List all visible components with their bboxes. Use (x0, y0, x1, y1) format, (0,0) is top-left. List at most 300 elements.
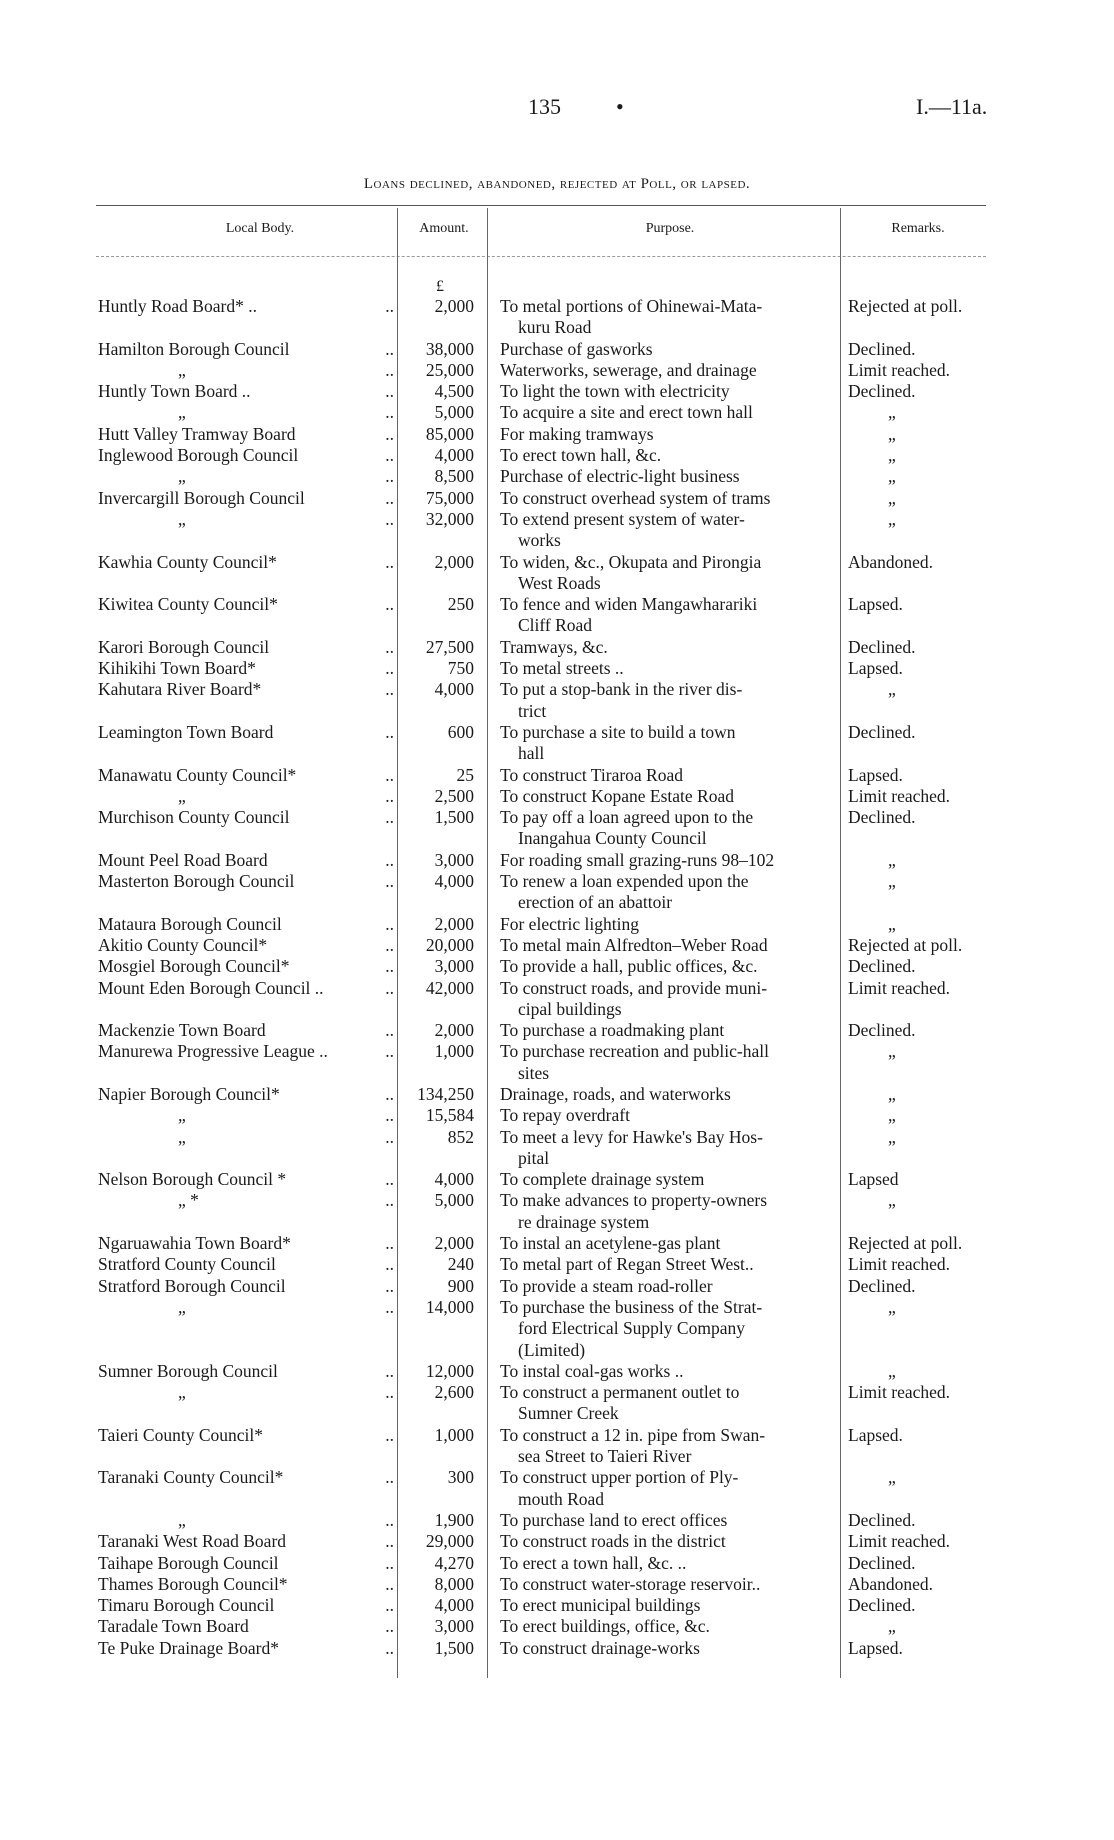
remarks-cell: Lapsed. (848, 594, 903, 615)
leader-dots: .. (381, 1254, 394, 1275)
leader-dots: .. (381, 296, 394, 317)
amount-cell: 852 (447, 1126, 474, 1147)
table-row (0, 978, 1114, 1021)
local-body-cell: Stratford Borough Council .. (98, 1275, 394, 1296)
purpose-cell (500, 1233, 838, 1254)
amount-cell: 600 (447, 721, 474, 742)
leader-dots: .. (381, 807, 394, 828)
local-body-cell: Karori Borough Council .. (98, 636, 394, 657)
table-title: Loans declined, abandoned, rejected at Poll, or lapsed. (363, 176, 751, 192)
remarks-cell: „ (888, 1126, 896, 1147)
amount-cell: 4,000 (434, 1169, 474, 1190)
table-row (0, 1616, 1114, 1637)
purpose-line: To provide a hall, public offices, &c. (500, 956, 758, 977)
purpose-line: To metal part of Regan Street West.. (500, 1254, 754, 1275)
purpose-line: To complete drainage system (500, 1169, 705, 1190)
amount-cell: 8,500 (434, 466, 474, 487)
leader-dots: .. (381, 722, 394, 743)
purpose-cell (500, 679, 838, 722)
table-row (0, 1276, 1114, 1297)
purpose-cell (500, 1276, 838, 1297)
leader-dots: .. (381, 1020, 394, 1041)
local-body-cell: Mosgiel Borough Council* .. (98, 956, 394, 977)
leader-dots: .. (381, 1127, 394, 1148)
table-row (0, 339, 1114, 360)
purpose-cell (500, 637, 838, 658)
purpose-line: To metal streets .. (500, 658, 624, 679)
purpose-cell (500, 956, 838, 977)
amount-cell: 4,000 (434, 1595, 474, 1616)
amount-cell: 750 (447, 658, 474, 679)
local-body-cell: „ * .. (178, 1190, 394, 1211)
remarks-cell: Rejected at poll. (848, 296, 963, 316)
table-row (0, 1105, 1114, 1126)
purpose-line: To erect a town hall, &c. .. (500, 1552, 687, 1573)
leader-dots: .. (381, 1425, 394, 1446)
local-body-cell: Mount Eden Borough Council .. .. (98, 977, 394, 998)
purpose-line: To construct roads in the district (500, 1531, 726, 1552)
amount-cell: 14,000 (425, 1296, 474, 1317)
leader-dots: .. (381, 488, 394, 509)
remarks-cell: Declined. (848, 636, 916, 657)
purpose-line: To erect buildings, office, &c. (500, 1616, 710, 1637)
remarks-cell: Declined. (848, 1595, 916, 1616)
leader-dots: .. (381, 1553, 394, 1574)
amount-cell: 240 (447, 1254, 474, 1275)
purpose-line: To construct drainage-works (500, 1637, 700, 1658)
purpose-line: To purchase land to erect offices (500, 1509, 728, 1530)
purpose-cell (500, 871, 838, 914)
purpose-line: To construct roads, and provide muni- (500, 977, 768, 998)
local-body-cell: Mataura Borough Council .. (98, 913, 394, 934)
purpose-cell (500, 1510, 838, 1531)
remarks-cell: Limit reached. (848, 1531, 951, 1552)
purpose-line: ford Electrical Supply Company (518, 1318, 745, 1339)
amount-cell: 1,000 (434, 1041, 474, 1062)
leader-dots: .. (381, 786, 394, 807)
remarks-cell: „ (888, 1467, 896, 1488)
local-body-cell: Taranaki West Road Board .. (98, 1531, 394, 1552)
leader-dots: .. (381, 1595, 394, 1616)
leader-dots: .. (381, 424, 394, 445)
amount-cell: 2,600 (434, 1382, 474, 1403)
purpose-cell (500, 1531, 838, 1552)
leader-dots: .. (381, 509, 394, 530)
local-body-cell: Hutt Valley Tramway Board .. (98, 423, 394, 444)
local-body-cell: Taieri County Council* .. (98, 1424, 394, 1445)
amount-cell: 2,000 (434, 551, 474, 572)
purpose-line: Purchase of electric-light business (500, 466, 740, 487)
purpose-line: Drainage, roads, and waterworks (500, 1083, 731, 1104)
purpose-line: To light the town with electricity (500, 381, 730, 402)
header-marker: • (616, 94, 624, 119)
top-rule (96, 205, 986, 206)
leader-dots: .. (381, 1169, 394, 1190)
leader-dots: .. (381, 978, 394, 999)
purpose-line: To instal an acetylene-gas plant (500, 1233, 721, 1254)
table-row (0, 360, 1114, 381)
purpose-line: To erect town hall, &c. (500, 445, 662, 466)
amount-cell: 85,000 (425, 423, 474, 444)
table-row (0, 1553, 1114, 1574)
table-row (0, 445, 1114, 466)
purpose-line: To make advances to property-owners (500, 1190, 768, 1211)
amount-cell: 27,500 (425, 636, 474, 657)
purpose-line: Cliff Road (518, 615, 593, 636)
purpose-line: To construct a 12 in. pipe from Swan- (500, 1424, 766, 1445)
local-body-cell: Ngaruawahia Town Board* .. (98, 1233, 394, 1254)
purpose-cell (500, 488, 838, 509)
table-row (0, 956, 1114, 977)
column-header-remarks: Remarks. (891, 221, 945, 236)
remarks-cell: Rejected at poll. (848, 934, 963, 955)
local-body-cell: „ .. (178, 1105, 394, 1126)
amount-cell: 4,270 (434, 1552, 474, 1573)
purpose-line: To meet a levy for Hawke's Bay Hos- (500, 1126, 763, 1147)
purpose-cell (500, 381, 838, 402)
purpose-cell (500, 424, 838, 445)
purpose-line: Sumner Creek (518, 1403, 619, 1424)
remarks-cell: Lapsed. (848, 658, 903, 679)
purpose-cell (500, 1190, 838, 1233)
amount-cell: 3,000 (434, 1616, 474, 1637)
amount-cell: 5,000 (434, 1190, 474, 1211)
purpose-cell (500, 445, 838, 466)
purpose-cell (500, 1361, 838, 1382)
purpose-line: To construct Tiraroa Road (500, 764, 683, 785)
purpose-line: To fence and widen Mangawharariki (500, 594, 758, 615)
remarks-cell: „ (888, 1041, 896, 1062)
amount-cell: 900 (447, 1275, 474, 1296)
table-row (0, 679, 1114, 722)
amount-cell: 20,000 (425, 934, 474, 955)
remarks-cell: „ (888, 1190, 896, 1211)
purpose-cell (500, 1084, 838, 1105)
leader-dots: .. (381, 466, 394, 487)
remarks-cell: „ (888, 423, 896, 444)
purpose-line: sea Street to Taieri River (518, 1446, 692, 1467)
table-row (0, 807, 1114, 850)
purpose-cell (500, 466, 838, 487)
amount-cell: 12,000 (425, 1360, 474, 1381)
amount-cell: 250 (447, 594, 474, 615)
local-body-cell: Kiwitea County Council* .. (98, 594, 394, 615)
leader-dots: .. (381, 360, 394, 381)
leader-dots: .. (381, 1276, 394, 1297)
leader-dots: .. (381, 1382, 394, 1403)
leader-dots: .. (381, 871, 394, 892)
remarks-cell: Limit reached. (848, 1382, 951, 1403)
remarks-cell: Lapsed. (848, 1424, 903, 1445)
table-row (0, 722, 1114, 765)
local-body-cell: Mackenzie Town Board .. (98, 1020, 394, 1041)
remarks-cell: Abandoned. (848, 551, 934, 572)
table-row (0, 1127, 1114, 1170)
purpose-cell (500, 1574, 838, 1595)
purpose-line: (Limited) (518, 1339, 586, 1360)
table-row (0, 658, 1114, 679)
table-row (0, 509, 1114, 552)
purpose-line: erection of an abattoir (518, 892, 673, 913)
purpose-cell (500, 1425, 838, 1468)
amount-cell: 4,500 (434, 381, 474, 402)
purpose-line: To purchase a roadmaking plant (500, 1020, 725, 1041)
remarks-cell: Rejected at poll. (848, 1233, 963, 1254)
amount-cell: 2,000 (434, 1233, 474, 1254)
purpose-cell (500, 552, 838, 595)
local-body-cell: Kawhia County Council* .. (98, 551, 394, 572)
local-body-cell: Timaru Borough Council .. (98, 1595, 394, 1616)
leader-dots: .. (381, 1574, 394, 1595)
table-row (0, 1190, 1114, 1233)
purpose-cell (500, 296, 838, 339)
table-row (0, 381, 1114, 402)
purpose-line: Inangahua County Council (518, 828, 707, 849)
header-bottom-rule (96, 256, 986, 257)
remarks-cell: Declined. (848, 956, 916, 977)
purpose-cell (500, 594, 838, 637)
leader-dots: .. (381, 1361, 394, 1382)
table-row (0, 1510, 1114, 1531)
purpose-line: sites (518, 1062, 550, 1083)
purpose-line: To construct water-storage reservoir.. (500, 1573, 761, 1594)
local-body-cell: Nelson Borough Council * .. (98, 1169, 394, 1190)
purpose-cell (500, 722, 838, 765)
purpose-line: To acquire a site and erect town hall (500, 402, 753, 423)
table-row (0, 296, 1114, 339)
column-header-local-body: Local Body. (225, 221, 295, 236)
table-row (0, 424, 1114, 445)
purpose-line: To construct overhead system of trams (500, 487, 771, 508)
purpose-cell (500, 402, 838, 423)
document-reference: I.—11a. (916, 94, 988, 119)
table-row (0, 1361, 1114, 1382)
purpose-cell (500, 1041, 838, 1084)
local-body-cell: Huntly Road Board* .. .. (98, 296, 394, 316)
remarks-cell: Declined. (848, 1509, 916, 1530)
purpose-line: To repay overdraft (500, 1105, 630, 1126)
table-row (0, 488, 1114, 509)
local-body-cell: „ .. (178, 1296, 394, 1317)
leader-dots: .. (381, 765, 394, 786)
amount-cell: 1,000 (434, 1424, 474, 1445)
column-header-purpose: Purpose. (645, 221, 695, 236)
amount-cell: 8,000 (434, 1573, 474, 1594)
local-body-cell: Invercargill Borough Council .. (98, 487, 394, 508)
remarks-cell: Declined. (848, 338, 916, 359)
purpose-line: To metal main Alfredton–Weber Road (500, 934, 768, 955)
remarks-cell: Declined. (848, 381, 916, 402)
purpose-line: To purchase a site to build a town (500, 721, 736, 742)
purpose-line: To put a stop-bank in the river dis- (500, 679, 743, 700)
local-body-cell: Sumner Borough Council .. (98, 1360, 394, 1381)
table-row (0, 1595, 1114, 1616)
amount-cell: 2,500 (434, 785, 474, 806)
leader-dots: .. (381, 1233, 394, 1254)
leader-dots: .. (381, 637, 394, 658)
leader-dots: .. (381, 1084, 394, 1105)
table-row (0, 871, 1114, 914)
table-row (0, 1084, 1114, 1105)
amount-cell: 25,000 (425, 359, 474, 380)
table-row (0, 466, 1114, 487)
purpose-cell (500, 339, 838, 360)
leader-dots: .. (381, 339, 394, 360)
table-row (0, 1382, 1114, 1425)
remarks-cell: Declined. (848, 1020, 916, 1041)
purpose-line: hall (518, 743, 545, 764)
local-body-cell: Taihape Borough Council .. (98, 1552, 394, 1573)
local-body-cell: „ .. (178, 785, 394, 806)
purpose-line: Waterworks, sewerage, and drainage (500, 359, 757, 380)
table-row (0, 1169, 1114, 1190)
leader-dots: .. (381, 402, 394, 423)
leader-dots: .. (381, 1041, 394, 1062)
purpose-cell (500, 509, 838, 552)
leader-dots: .. (381, 381, 394, 402)
purpose-cell (500, 1105, 838, 1126)
purpose-line: For making tramways (500, 423, 654, 444)
amount-cell: 2,000 (434, 296, 474, 316)
remarks-cell: „ (888, 445, 896, 466)
purpose-cell (500, 658, 838, 679)
purpose-cell (500, 786, 838, 807)
leader-dots: .. (381, 914, 394, 935)
local-body-cell: Mount Peel Road Board .. (98, 849, 394, 870)
local-body-cell: Leamington Town Board .. (98, 721, 394, 742)
local-body-cell: „ .. (178, 466, 394, 487)
remarks-cell: Lapsed (848, 1169, 899, 1190)
amount-cell: 2,000 (434, 913, 474, 934)
table-row (0, 637, 1114, 658)
purpose-line: To construct Kopane Estate Road (500, 785, 734, 806)
local-body-cell: Te Puke Drainage Board* .. (98, 1637, 394, 1658)
leader-dots: .. (381, 1467, 394, 1488)
table-row (0, 1233, 1114, 1254)
amount-cell: 32,000 (425, 508, 474, 529)
purpose-cell (500, 1297, 838, 1361)
purpose-line: To erect municipal buildings (500, 1595, 701, 1616)
remarks-cell: Lapsed. (848, 764, 903, 785)
amount-cell: 38,000 (425, 338, 474, 359)
leader-dots: .. (381, 850, 394, 871)
remarks-cell: „ (888, 1083, 896, 1104)
purpose-line: Tramways, &c. (500, 636, 608, 657)
remarks-cell: „ (888, 871, 896, 892)
remarks-cell: Declined. (848, 1275, 916, 1296)
remarks-cell: Declined. (848, 807, 916, 828)
purpose-cell (500, 935, 838, 956)
purpose-line: For electric lighting (500, 913, 639, 934)
purpose-line: To pay off a loan agreed upon to the (500, 807, 754, 828)
purpose-line: West Roads (518, 572, 601, 593)
local-body-cell: „ .. (178, 1382, 394, 1403)
leader-dots: .. (381, 1616, 394, 1637)
purpose-cell (500, 1553, 838, 1574)
purpose-line: To construct upper portion of Ply- (500, 1467, 739, 1488)
amount-cell: 1,500 (434, 807, 474, 828)
local-body-cell: Kahutara River Board* .. (98, 679, 394, 700)
remarks-cell: Limit reached. (848, 1254, 951, 1275)
local-body-cell: „ .. (178, 359, 394, 380)
remarks-cell: „ (888, 849, 896, 870)
amount-cell: 134,250 (417, 1083, 474, 1104)
amount-cell: 3,000 (434, 849, 474, 870)
purpose-line: To purchase recreation and public-hall (500, 1041, 769, 1062)
purpose-line: cipal buildings (518, 998, 622, 1019)
purpose-line: mouth Road (518, 1488, 605, 1509)
table-row (0, 1254, 1114, 1275)
table-row (0, 1574, 1114, 1595)
amount-cell: 29,000 (425, 1531, 474, 1552)
purpose-line: To renew a loan expended upon the (500, 871, 749, 892)
table-row (0, 402, 1114, 423)
local-body-cell: Manurewa Progressive League .. .. (98, 1041, 394, 1062)
local-body-cell: „ .. (178, 1509, 394, 1530)
purpose-cell (500, 360, 838, 381)
table-row (0, 1425, 1114, 1468)
page-number: 135 (528, 94, 561, 119)
leader-dots: .. (381, 956, 394, 977)
purpose-line: trict (518, 700, 547, 721)
remarks-cell: „ (888, 913, 896, 934)
amount-cell: 2,000 (434, 1020, 474, 1041)
local-body-cell: „ .. (178, 1126, 394, 1147)
purpose-cell (500, 1595, 838, 1616)
leader-dots: .. (381, 445, 394, 466)
remarks-cell: „ (888, 1360, 896, 1381)
local-body-cell: Thames Borough Council* .. (98, 1573, 394, 1594)
purpose-cell (500, 914, 838, 935)
local-body-cell: Inglewood Borough Council .. (98, 445, 394, 466)
local-body-cell: Akitio County Council* .. (98, 934, 394, 955)
leader-dots: .. (381, 1510, 394, 1531)
purpose-cell (500, 1254, 838, 1275)
table-row (0, 1638, 1114, 1659)
local-body-cell: Stratford County Council .. (98, 1254, 394, 1275)
amount-cell: 300 (447, 1467, 474, 1488)
amount-cell: 5,000 (434, 402, 474, 423)
amount-cell: 4,000 (434, 871, 474, 892)
purpose-cell (500, 1467, 838, 1510)
purpose-line: To construct a permanent outlet to (500, 1382, 740, 1403)
remarks-cell: Lapsed. (848, 1637, 903, 1658)
purpose-cell (500, 1020, 838, 1041)
purpose-line: To purchase the business of the Strat- (500, 1296, 763, 1317)
amount-cell: 4,000 (434, 445, 474, 466)
remarks-cell: „ (888, 1616, 896, 1637)
remarks-cell: „ (888, 466, 896, 487)
purpose-cell (500, 1382, 838, 1425)
column-header-amount: Amount. (419, 221, 469, 236)
table-row (0, 786, 1114, 807)
remarks-cell: Limit reached. (848, 977, 951, 998)
table-row (0, 552, 1114, 595)
remarks-cell: „ (888, 402, 896, 423)
remarks-cell: „ (888, 1296, 896, 1317)
remarks-cell: „ (888, 679, 896, 700)
local-body-cell: „ .. (178, 508, 394, 529)
table-row (0, 1297, 1114, 1361)
remarks-cell: Abandoned. (848, 1573, 934, 1594)
amount-cell: 42,000 (425, 977, 474, 998)
local-body-cell: Kihikihi Town Board* .. (98, 658, 394, 679)
local-body-cell: Huntly Town Board .. .. (98, 381, 394, 402)
purpose-line: works (518, 530, 561, 551)
amount-cell: 3,000 (434, 956, 474, 977)
leader-dots: .. (381, 1638, 394, 1659)
remarks-cell: „ (888, 508, 896, 529)
